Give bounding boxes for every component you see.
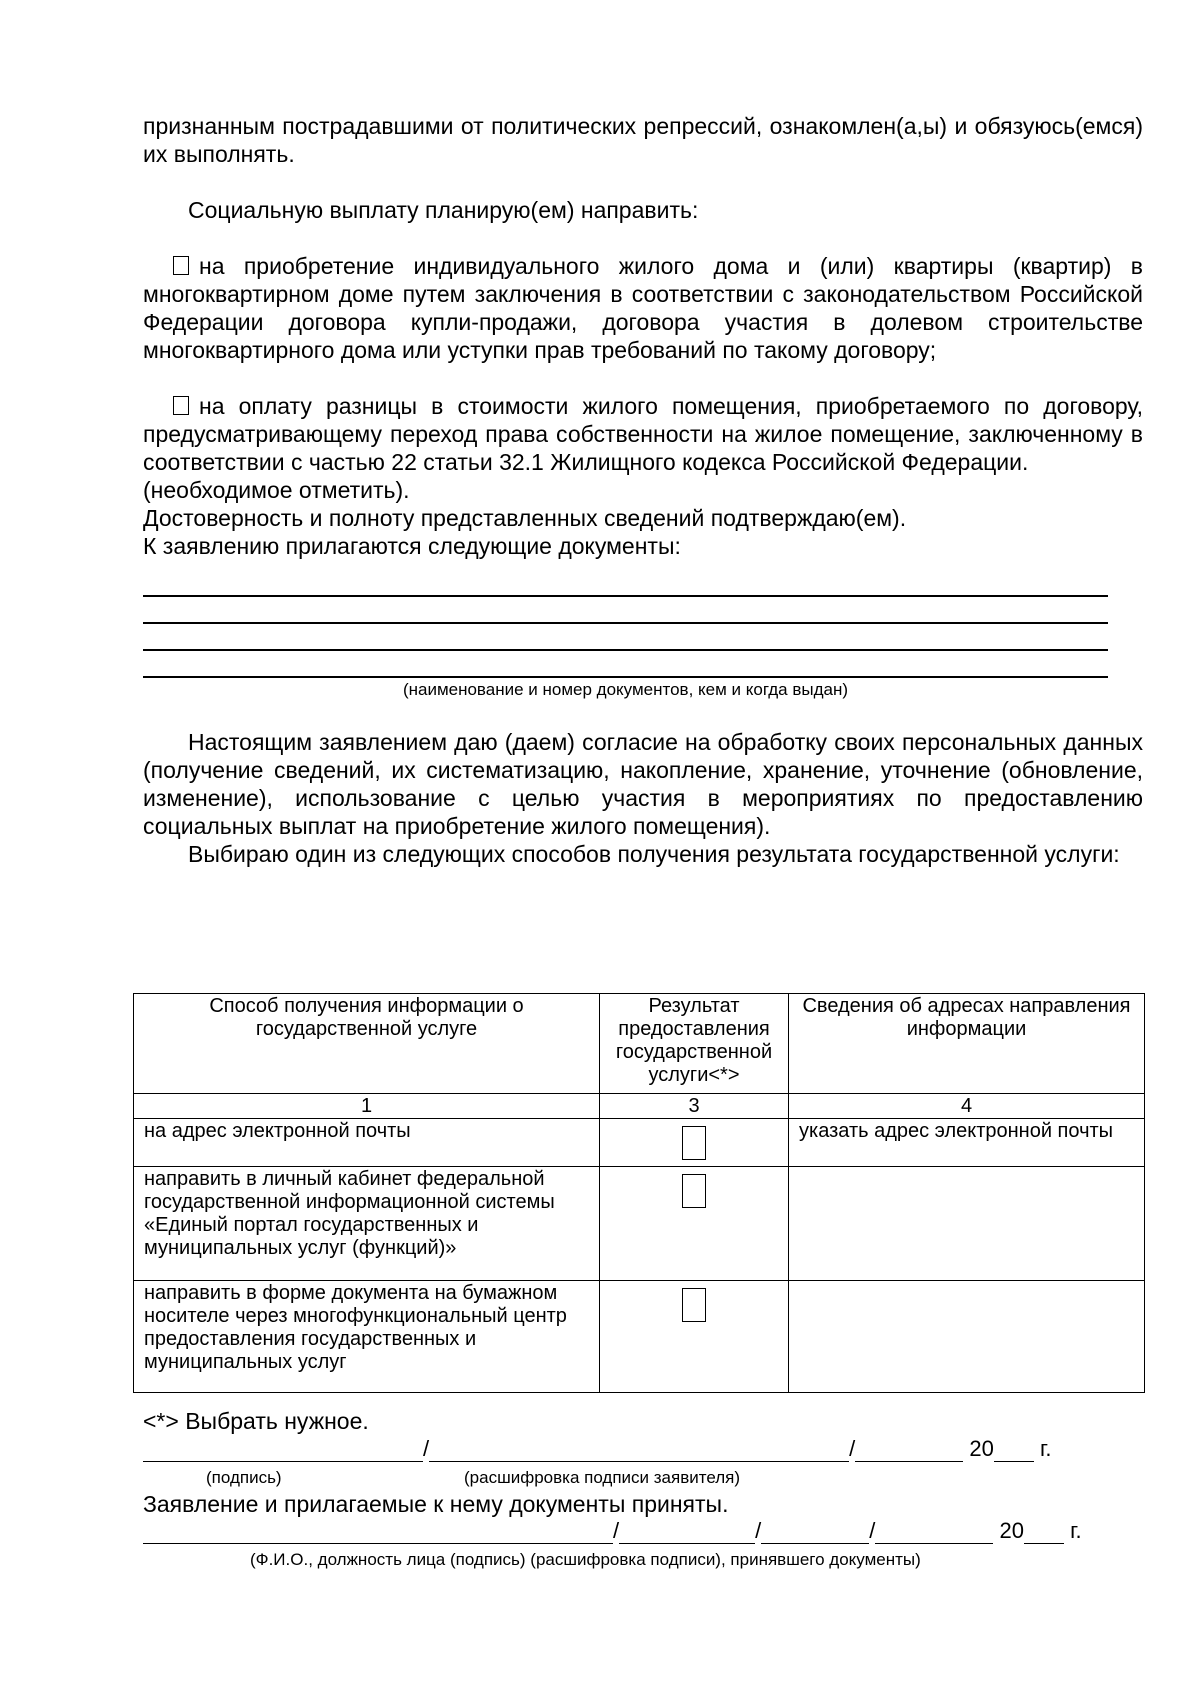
documents-lines (143, 570, 1143, 678)
method-mfc: направить в форме документа на бумажном носителе через многофункциональный центр предоставления государственных и муниципальных услуг (134, 1281, 600, 1393)
select-note: <*> Выбрать нужное. (143, 1408, 369, 1434)
signature-field[interactable] (143, 1437, 423, 1462)
official-sign-field[interactable] (619, 1519, 755, 1544)
document-page (143, 112, 1143, 868)
table-row (134, 1167, 1145, 1281)
year-field[interactable] (1024, 1519, 1064, 1544)
document-line[interactable] (143, 597, 1108, 624)
method-portal: направить в личный кабинет федеральной государственной информационной системы «Единый портал государственных и муниципальных услуг (функций)» (134, 1167, 600, 1281)
option-purchase (143, 252, 1143, 364)
consent-paragraph: Настоящим заявлением даю (даем) согласие на обработку своих персональных данных (получение сведений, их систематизацию, накопление, хранение, уточнение (обновление, изменение), использование с целью участия в мероприятиях по предоставлению социальных выплат на приобретение жилого помещения). (143, 729, 1143, 839)
option-difference-label: на оплату разницы в стоимости жилого помещения, приобретаемого по договору, предусматривающему переход права собственности на жилое помещение, заключенному в соответствии с частью 22 статьи 32.1 Жилищного кодекса Российской Федерации. (143, 393, 1143, 475)
attachments-label: К заявлению прилагаются следующие документы: (143, 533, 681, 559)
document-line[interactable] (143, 651, 1108, 678)
year-prefix: 20 (999, 1518, 1024, 1543)
method-email: на адрес электронной почты (134, 1119, 600, 1167)
delivery-method-table (133, 993, 1145, 1393)
table-number-row (134, 1094, 1145, 1119)
checkbox-purchase[interactable] (173, 256, 189, 275)
column-number: 3 (600, 1094, 789, 1119)
option-purchase-label: на приобретение индивидуального жилого дома и (или) квартиры (квартир) в многоквартирном доме путем заключения в соответствии с законодательством Российской Федерации договора купли-продажи, договора участия в долевом строительстве многоквартирного дома или уступки прав требований по такому договору; (143, 253, 1143, 363)
document-line[interactable] (143, 570, 1108, 597)
official-date-field[interactable] (875, 1519, 993, 1544)
confirmation-text: Достоверность и полноту представленных сведений подтверждаю(ем). (143, 505, 907, 531)
checkbox-email[interactable] (682, 1126, 706, 1160)
checkbox-portal[interactable] (682, 1174, 706, 1208)
option-difference (143, 392, 1143, 476)
official-signature-line: / / / 20 г. (143, 1518, 1082, 1544)
address-mfc[interactable] (789, 1281, 1145, 1393)
result-cell (600, 1281, 789, 1393)
result-cell (600, 1119, 789, 1167)
paragraph-acknowledgement: признанным пострадавшими от политических репрессий, ознакомлен(а,ы) и обязуюсь(емся) их выполнять. (143, 113, 1143, 167)
documents-caption: (наименование и номер документов, кем и когда выдан) (402, 680, 849, 699)
mark-note: (необходимое отметить). (143, 477, 410, 503)
document-line[interactable] (143, 624, 1108, 651)
checkbox-mfc[interactable] (682, 1288, 706, 1322)
official-name-field[interactable] (143, 1519, 613, 1544)
applicant-signature-line: / / 20 г. (143, 1436, 1051, 1462)
decode-caption: (расшифровка подписи заявителя) (464, 1468, 741, 1487)
header-address: Сведения об адресах направления информации (789, 994, 1145, 1094)
signature-caption: (подпись) (206, 1468, 282, 1487)
column-number: 1 (134, 1094, 600, 1119)
address-portal[interactable] (789, 1167, 1145, 1281)
choose-method-text: Выбираю один из следующих способов получения результата государственной услуги: (188, 841, 1120, 867)
year-prefix: 20 (969, 1436, 994, 1461)
result-cell (600, 1167, 789, 1281)
table-row (134, 1281, 1145, 1393)
signature-decode-field[interactable] (429, 1437, 849, 1462)
year-field[interactable] (994, 1437, 1034, 1462)
year-suffix: г. (1039, 1436, 1052, 1461)
column-number: 4 (789, 1094, 1145, 1119)
address-email[interactable]: указать адрес электронной почты (789, 1119, 1145, 1167)
header-result: Результат предоставления государственной услуги<*> (600, 994, 789, 1094)
checkbox-difference[interactable] (173, 396, 189, 415)
paragraph-payment-direction: Социальную выплату планирую(ем) направить: (188, 197, 699, 223)
official-decode-field[interactable] (761, 1519, 869, 1544)
year-suffix: г. (1070, 1518, 1082, 1543)
official-caption: (Ф.И.О., должность лица (подпись) (расшифровка подписи), принявшего документы) (250, 1550, 921, 1569)
table-row (134, 1119, 1145, 1167)
date-field[interactable] (855, 1437, 963, 1462)
accepted-text: Заявление и прилагаемые к нему документы приняты. (143, 1491, 729, 1517)
table-header-row (134, 994, 1145, 1094)
header-method: Способ получения информации о государственной услуге (134, 994, 600, 1094)
